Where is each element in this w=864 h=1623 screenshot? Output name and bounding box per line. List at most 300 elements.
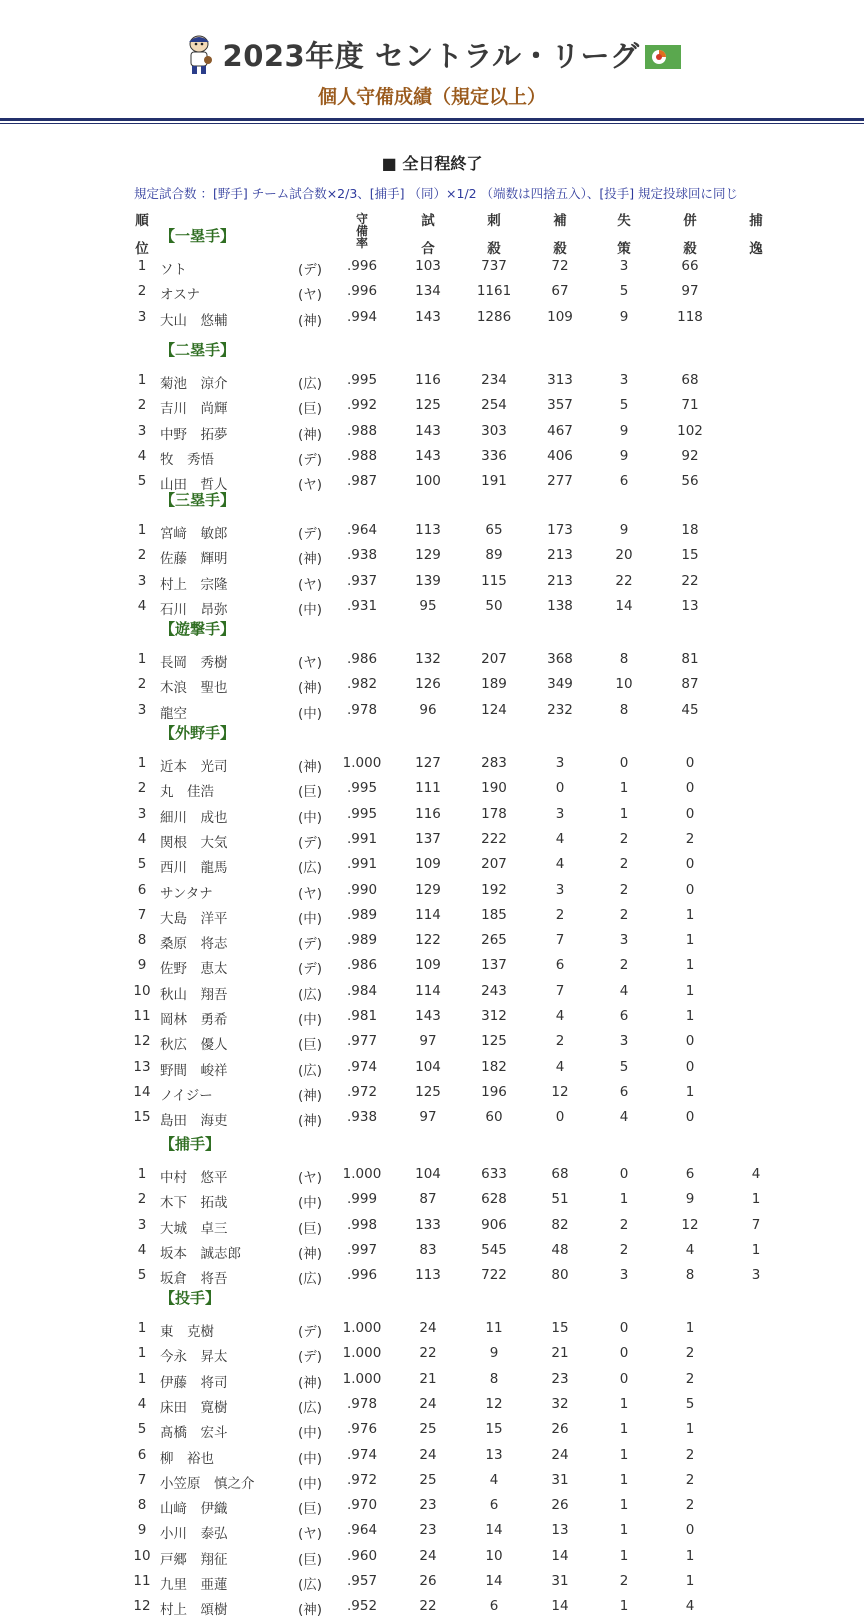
header-pct-1: 守: [355, 212, 368, 226]
cell-player-name: 島田 海吏: [160, 1113, 228, 1130]
cell-fielding-pct: .994: [346, 308, 378, 325]
cell-rank: 2: [137, 1191, 147, 1208]
cell-player-name: 宮﨑 敏郎: [160, 526, 228, 542]
header-rank-top: 順: [135, 213, 149, 229]
table-row: [0, 445, 864, 470]
cell-putouts: 906: [481, 1216, 507, 1233]
cell-fielding-pct: .974: [346, 1446, 378, 1463]
header-assists-bottom: 殺: [553, 241, 567, 257]
cell-putouts: 11: [485, 1320, 503, 1336]
cell-fielding-pct: .996: [346, 283, 378, 300]
cell-fielding-pct: .964: [346, 1522, 378, 1539]
cell-games: 23: [419, 1497, 437, 1514]
cell-player-name: 中村 悠平: [160, 1170, 228, 1186]
cell-errors: 6: [619, 1083, 629, 1100]
cell-assists: 7: [555, 982, 565, 999]
cell-rank: 4: [137, 447, 147, 464]
cell-putouts: 12: [485, 1395, 503, 1412]
cell-double-plays: 1: [685, 906, 695, 923]
cell-errors: 9: [619, 422, 629, 439]
cell-assists: 138: [547, 597, 573, 614]
table-row: [0, 420, 864, 445]
cell-assists: 26: [551, 1497, 569, 1514]
cell-assists: 26: [551, 1421, 569, 1438]
cell-team: (巨): [298, 1037, 323, 1054]
cell-player-name: 村上 頌樹: [160, 1602, 228, 1619]
cell-assists: 72: [551, 258, 569, 274]
cell-fielding-pct: .978: [346, 701, 378, 718]
section-heading: 【外野手】: [160, 724, 236, 742]
cell-putouts: 14: [485, 1573, 503, 1589]
cell-fielding-pct: .995: [346, 372, 378, 388]
section-heading: 【二塁手】: [160, 341, 236, 359]
cell-putouts: 265: [481, 932, 507, 949]
cell-putouts: 207: [481, 856, 507, 873]
cell-rank: 3: [137, 308, 147, 325]
cell-games: 97: [419, 1109, 437, 1126]
cell-putouts: 192: [481, 881, 507, 898]
cell-player-name: 坂倉 将吾: [160, 1271, 228, 1288]
cell-games: 126: [415, 676, 441, 693]
cell-double-plays: 71: [681, 397, 699, 414]
table-row: [0, 803, 864, 828]
cell-fielding-pct: .991: [346, 856, 378, 873]
cell-games: 125: [415, 397, 441, 414]
cell-errors: 3: [619, 372, 629, 388]
table-row: [0, 1163, 864, 1188]
cell-putouts: 303: [481, 422, 507, 439]
cell-putouts: 207: [481, 651, 507, 667]
table-row: [0, 853, 864, 878]
header-pct-2: 備: [355, 224, 368, 238]
cell-putouts: 283: [481, 755, 507, 771]
cell-putouts: 8: [489, 1370, 499, 1387]
cell-team: (ヤ): [298, 655, 323, 671]
cell-assists: 357: [547, 397, 573, 414]
header-divider-thin: [0, 123, 864, 124]
cell-assists: 3: [555, 805, 565, 822]
table-row: [0, 394, 864, 419]
cell-fielding-pct: .988: [346, 422, 378, 439]
cell-rank: 8: [137, 1497, 147, 1514]
cell-rank: 9: [137, 957, 147, 974]
page-subtitle: 個人守備成績（規定以上）: [317, 86, 546, 108]
cell-errors: 1: [619, 1497, 629, 1514]
cell-assists: 13: [551, 1522, 569, 1539]
cell-games: 103: [415, 258, 441, 274]
table-row: [0, 1188, 864, 1213]
cell-player-name: 今永 昇太: [160, 1349, 228, 1366]
cell-assists: 4: [555, 1058, 565, 1075]
cell-putouts: 14: [485, 1522, 503, 1539]
header-double-plays-bottom: 殺: [683, 241, 697, 257]
header-games-top: 試: [421, 213, 435, 229]
cell-errors: 4: [619, 1109, 629, 1126]
cell-double-plays: 0: [685, 1033, 695, 1050]
cell-putouts: 182: [481, 1058, 507, 1075]
cell-putouts: 185: [481, 906, 507, 923]
cell-player-name: 東 克樹: [160, 1324, 214, 1340]
cell-errors: 1: [619, 1421, 629, 1438]
table-row: [0, 1106, 864, 1131]
cell-team: (広): [298, 1577, 323, 1593]
cell-team: (中): [298, 1475, 323, 1492]
cell-team: (中): [298, 705, 323, 722]
cell-games: 143: [415, 447, 441, 464]
cell-fielding-pct: 1.000: [342, 1370, 382, 1387]
cell-assists: 15: [551, 1320, 569, 1336]
cell-double-plays: 81: [681, 651, 699, 667]
cell-team: (神): [298, 759, 323, 775]
cell-games: 132: [415, 651, 441, 667]
table-row: [0, 369, 864, 394]
cell-player-name: 岡林 勇希: [160, 1012, 228, 1028]
table-row: [0, 777, 864, 802]
cell-games: 22: [419, 1598, 437, 1615]
cell-assists: 51: [551, 1191, 569, 1208]
section-heading: 【三塁手】: [160, 491, 236, 509]
cell-fielding-pct: .931: [346, 597, 378, 614]
cell-fielding-pct: .997: [346, 1241, 378, 1258]
cell-team: (中): [298, 1195, 323, 1212]
cell-errors: 14: [615, 597, 633, 614]
cell-putouts: 115: [481, 572, 507, 589]
cell-team: (神): [298, 1602, 323, 1619]
cell-assists: 277: [547, 473, 573, 490]
cell-putouts: 50: [485, 597, 503, 614]
cell-double-plays: 1: [685, 1320, 695, 1336]
cell-games: 133: [415, 1216, 441, 1233]
cell-player-name: 関根 大気: [160, 834, 228, 851]
cell-team: (広): [298, 1062, 323, 1079]
cell-double-plays: 1: [685, 1421, 695, 1438]
cell-player-name: 髙橋 宏斗: [160, 1425, 228, 1442]
cell-errors: 1: [619, 1471, 629, 1488]
cell-games: 97: [419, 1033, 437, 1050]
cell-team: (神): [298, 312, 323, 329]
cell-putouts: 10: [485, 1547, 503, 1564]
cell-rank: 13: [133, 1058, 151, 1075]
cell-errors: 2: [619, 830, 629, 847]
table-row: [0, 954, 864, 979]
header-errors-top: 失: [617, 213, 631, 229]
cell-team: (中): [298, 910, 323, 927]
cell-team: (デ): [298, 262, 323, 278]
cell-rank: 7: [137, 1471, 147, 1488]
header-rank-bottom: 位: [135, 241, 149, 257]
cell-errors: 1: [619, 780, 629, 797]
cell-double-plays: 4: [685, 1598, 695, 1615]
cell-assists: 4: [555, 856, 565, 873]
table-row: [0, 1081, 864, 1106]
cell-assists: 467: [547, 422, 573, 439]
cell-team: (巨): [298, 1220, 323, 1237]
cell-fielding-pct: .978: [346, 1395, 378, 1412]
cell-double-plays: 66: [681, 258, 699, 274]
cell-double-plays: 92: [681, 447, 699, 464]
cell-team: (中): [298, 1012, 323, 1028]
cell-team: (中): [298, 601, 323, 618]
cell-fielding-pct: .938: [346, 547, 378, 564]
cell-assists: 109: [547, 308, 573, 325]
title-row: [0, 30, 864, 78]
cell-putouts: 65: [485, 522, 503, 538]
table-row: [0, 1342, 864, 1367]
cell-double-plays: 12: [681, 1216, 699, 1233]
header-games-bottom: 合: [421, 241, 435, 257]
cell-errors: 1: [619, 1395, 629, 1412]
cell-fielding-pct: .964: [346, 522, 378, 538]
cell-putouts: 196: [481, 1083, 507, 1100]
cell-player-name: 細川 成也: [160, 809, 228, 826]
cell-games: 25: [419, 1471, 437, 1488]
cell-player-name: 木下 拓哉: [160, 1195, 228, 1212]
cell-double-plays: 1: [685, 1547, 695, 1564]
table-row: [0, 1056, 864, 1081]
cell-player-name: 吉川 尚輝: [160, 401, 228, 418]
cell-errors: 3: [619, 1267, 629, 1284]
cell-player-name: 桑原 将志: [160, 936, 228, 953]
cell-player-name: 佐野 恵太: [160, 961, 228, 978]
cell-rank: 4: [137, 597, 147, 614]
cell-putouts: 737: [481, 258, 507, 274]
cell-double-plays: 13: [681, 597, 699, 614]
cell-assists: 4: [555, 1008, 565, 1024]
cell-rank: 7: [137, 906, 147, 923]
cell-rank: 2: [137, 547, 147, 564]
cell-putouts: 13: [485, 1446, 503, 1463]
cell-rank: 1: [137, 1345, 147, 1362]
cell-putouts: 190: [481, 780, 507, 797]
cell-team: (デ): [298, 1349, 323, 1366]
cell-double-plays: 87: [681, 676, 699, 693]
cell-errors: 0: [619, 1345, 629, 1362]
table-row: [0, 752, 864, 777]
cell-fielding-pct: .984: [346, 982, 378, 999]
cell-team: (広): [298, 860, 323, 877]
cell-assists: 23: [551, 1370, 569, 1387]
cell-team: (広): [298, 986, 323, 1003]
cell-games: 143: [415, 1008, 441, 1024]
cell-rank: 2: [137, 676, 147, 693]
cell-rank: 14: [133, 1083, 151, 1100]
cell-errors: 0: [619, 1370, 629, 1387]
cell-errors: 9: [619, 522, 629, 538]
cell-putouts: 1286: [476, 308, 512, 325]
cell-assists: 7: [555, 932, 565, 949]
cell-assists: 368: [547, 651, 573, 667]
cell-rank: 1: [137, 372, 147, 388]
cell-games: 104: [415, 1166, 441, 1182]
cell-assists: 2: [555, 906, 565, 923]
cell-player-name: 秋山 翔吾: [160, 986, 228, 1003]
cell-player-name: 丸 佳浩: [160, 784, 214, 801]
cell-double-plays: 97: [681, 283, 699, 300]
cell-player-name: ソト: [160, 262, 187, 278]
cell-passed-balls: 7: [751, 1216, 761, 1233]
table-row: [0, 699, 864, 724]
cell-fielding-pct: .998: [346, 1216, 378, 1233]
table-row: [0, 879, 864, 904]
cell-player-name: 山田 哲人: [160, 477, 228, 494]
cell-fielding-pct: .988: [346, 447, 378, 464]
cell-rank: 1: [137, 755, 147, 771]
cell-rank: 4: [137, 1395, 147, 1412]
cell-assists: 68: [551, 1166, 569, 1182]
cell-putouts: 1161: [476, 283, 512, 300]
cell-games: 109: [415, 957, 441, 974]
season-status: ■ 全日程終了: [381, 154, 483, 173]
cell-rank: 1: [137, 651, 147, 667]
cell-team: (デ): [298, 834, 323, 851]
cell-team: (デ): [298, 451, 323, 468]
cell-errors: 1: [619, 1598, 629, 1615]
cell-putouts: 234: [481, 372, 507, 388]
cell-games: 21: [419, 1370, 437, 1387]
cell-errors: 1: [619, 1522, 629, 1539]
header-passed-balls-top: 捕: [749, 213, 763, 229]
cell-putouts: 545: [481, 1241, 507, 1258]
page-header: [0, 0, 864, 125]
cell-double-plays: 68: [681, 372, 699, 388]
cell-games: 95: [419, 597, 437, 614]
cell-games: 143: [415, 308, 441, 325]
cell-games: 129: [415, 881, 441, 898]
cell-team: (ヤ): [298, 477, 323, 494]
cell-double-plays: 4: [685, 1241, 695, 1258]
cell-double-plays: 9: [685, 1191, 695, 1208]
header-passed-balls-bottom: 逸: [749, 241, 763, 257]
section-heading: 【捕手】: [160, 1135, 221, 1153]
cell-team: (中): [298, 1450, 323, 1467]
cell-assists: 0: [555, 780, 565, 797]
cell-rank: 3: [137, 701, 147, 718]
cell-rank: 9: [137, 1522, 147, 1539]
cell-double-plays: 2: [685, 1497, 695, 1514]
cell-games: 134: [415, 283, 441, 300]
cell-player-name: 大島 洋平: [160, 910, 228, 927]
table-row: [0, 648, 864, 673]
cell-team: (広): [298, 1271, 323, 1288]
cell-assists: 406: [547, 447, 573, 464]
cell-errors: 0: [619, 1166, 629, 1182]
cell-team: (巨): [298, 784, 323, 801]
cell-rank: 11: [133, 1573, 151, 1589]
cell-assists: 32: [551, 1395, 569, 1412]
cell-rank: 2: [137, 397, 147, 414]
cell-team: (神): [298, 680, 323, 697]
cell-double-plays: 2: [685, 1370, 695, 1387]
cell-putouts: 6: [489, 1497, 499, 1514]
flag-icon: [645, 45, 681, 69]
cell-fielding-pct: .957: [346, 1573, 378, 1589]
cell-rank: 1: [137, 1320, 147, 1336]
cell-fielding-pct: .972: [346, 1083, 378, 1100]
cell-team: (神): [298, 1113, 323, 1130]
cell-games: 111: [415, 780, 441, 797]
cell-putouts: 9: [489, 1345, 499, 1362]
cell-player-name: 秋広 優人: [160, 1037, 228, 1054]
cell-rank: 12: [133, 1033, 151, 1050]
cell-fielding-pct: .938: [346, 1109, 378, 1126]
cell-putouts: 125: [481, 1033, 507, 1050]
cell-putouts: 628: [481, 1191, 507, 1208]
cell-fielding-pct: .937: [346, 572, 378, 589]
cell-games: 109: [415, 856, 441, 873]
table-row: [0, 904, 864, 929]
cell-assists: 2: [555, 1033, 565, 1050]
cell-assists: 213: [547, 572, 573, 589]
table-row: [0, 673, 864, 698]
cell-team: (中): [298, 1425, 323, 1442]
cell-fielding-pct: 1.000: [342, 755, 382, 771]
cell-games: 87: [419, 1191, 437, 1208]
cell-games: 116: [415, 372, 441, 388]
cell-errors: 3: [619, 1033, 629, 1050]
table-row: [0, 1469, 864, 1494]
cell-fielding-pct: .995: [346, 805, 378, 822]
cell-double-plays: 6: [685, 1166, 695, 1182]
table-row: [0, 828, 864, 853]
cell-rank: 6: [137, 1446, 147, 1463]
table-row: [0, 280, 864, 305]
cell-errors: 8: [619, 701, 629, 718]
cell-team: (巨): [298, 1501, 323, 1518]
cell-fielding-pct: .987: [346, 473, 378, 490]
cell-double-plays: 0: [685, 856, 695, 873]
table-row: [0, 1595, 864, 1620]
cell-games: 137: [415, 830, 441, 847]
cell-putouts: 15: [485, 1421, 503, 1438]
cell-errors: 5: [619, 283, 629, 300]
cell-games: 23: [419, 1522, 437, 1539]
cell-fielding-pct: .996: [346, 258, 378, 274]
cell-fielding-pct: .986: [346, 651, 378, 667]
table-row: [0, 929, 864, 954]
section-heading: 【投手】: [160, 1289, 221, 1307]
cell-errors: 1: [619, 1446, 629, 1463]
cell-team: (ヤ): [298, 1526, 323, 1543]
cell-errors: 2: [619, 881, 629, 898]
cell-games: 96: [419, 701, 437, 718]
header-errors-bottom: 策: [617, 241, 631, 257]
cell-fielding-pct: .986: [346, 957, 378, 974]
cell-errors: 5: [619, 1058, 629, 1075]
table-row: [0, 519, 864, 544]
table-row: [0, 1368, 864, 1393]
cell-rank: 5: [137, 473, 147, 490]
cell-assists: 313: [547, 372, 573, 388]
cell-player-name: 長岡 秀樹: [160, 655, 228, 671]
cell-double-plays: 1: [685, 982, 695, 999]
cell-rank: 3: [137, 1216, 147, 1233]
cell-games: 83: [419, 1241, 437, 1258]
cell-fielding-pct: .972: [346, 1471, 378, 1488]
cell-rank: 5: [137, 1267, 147, 1284]
cell-putouts: 312: [481, 1008, 507, 1024]
cell-rank: 4: [137, 830, 147, 847]
cell-errors: 6: [619, 473, 629, 490]
cell-team: (広): [298, 1399, 323, 1416]
cell-rank: 1: [137, 1370, 147, 1387]
cell-double-plays: 56: [681, 473, 699, 490]
cell-team: (ヤ): [298, 287, 323, 304]
cell-putouts: 243: [481, 982, 507, 999]
cell-errors: 9: [619, 447, 629, 464]
cell-double-plays: 22: [681, 572, 699, 589]
header-double-plays-top: 併: [683, 213, 697, 229]
cell-passed-balls: 3: [751, 1267, 761, 1284]
